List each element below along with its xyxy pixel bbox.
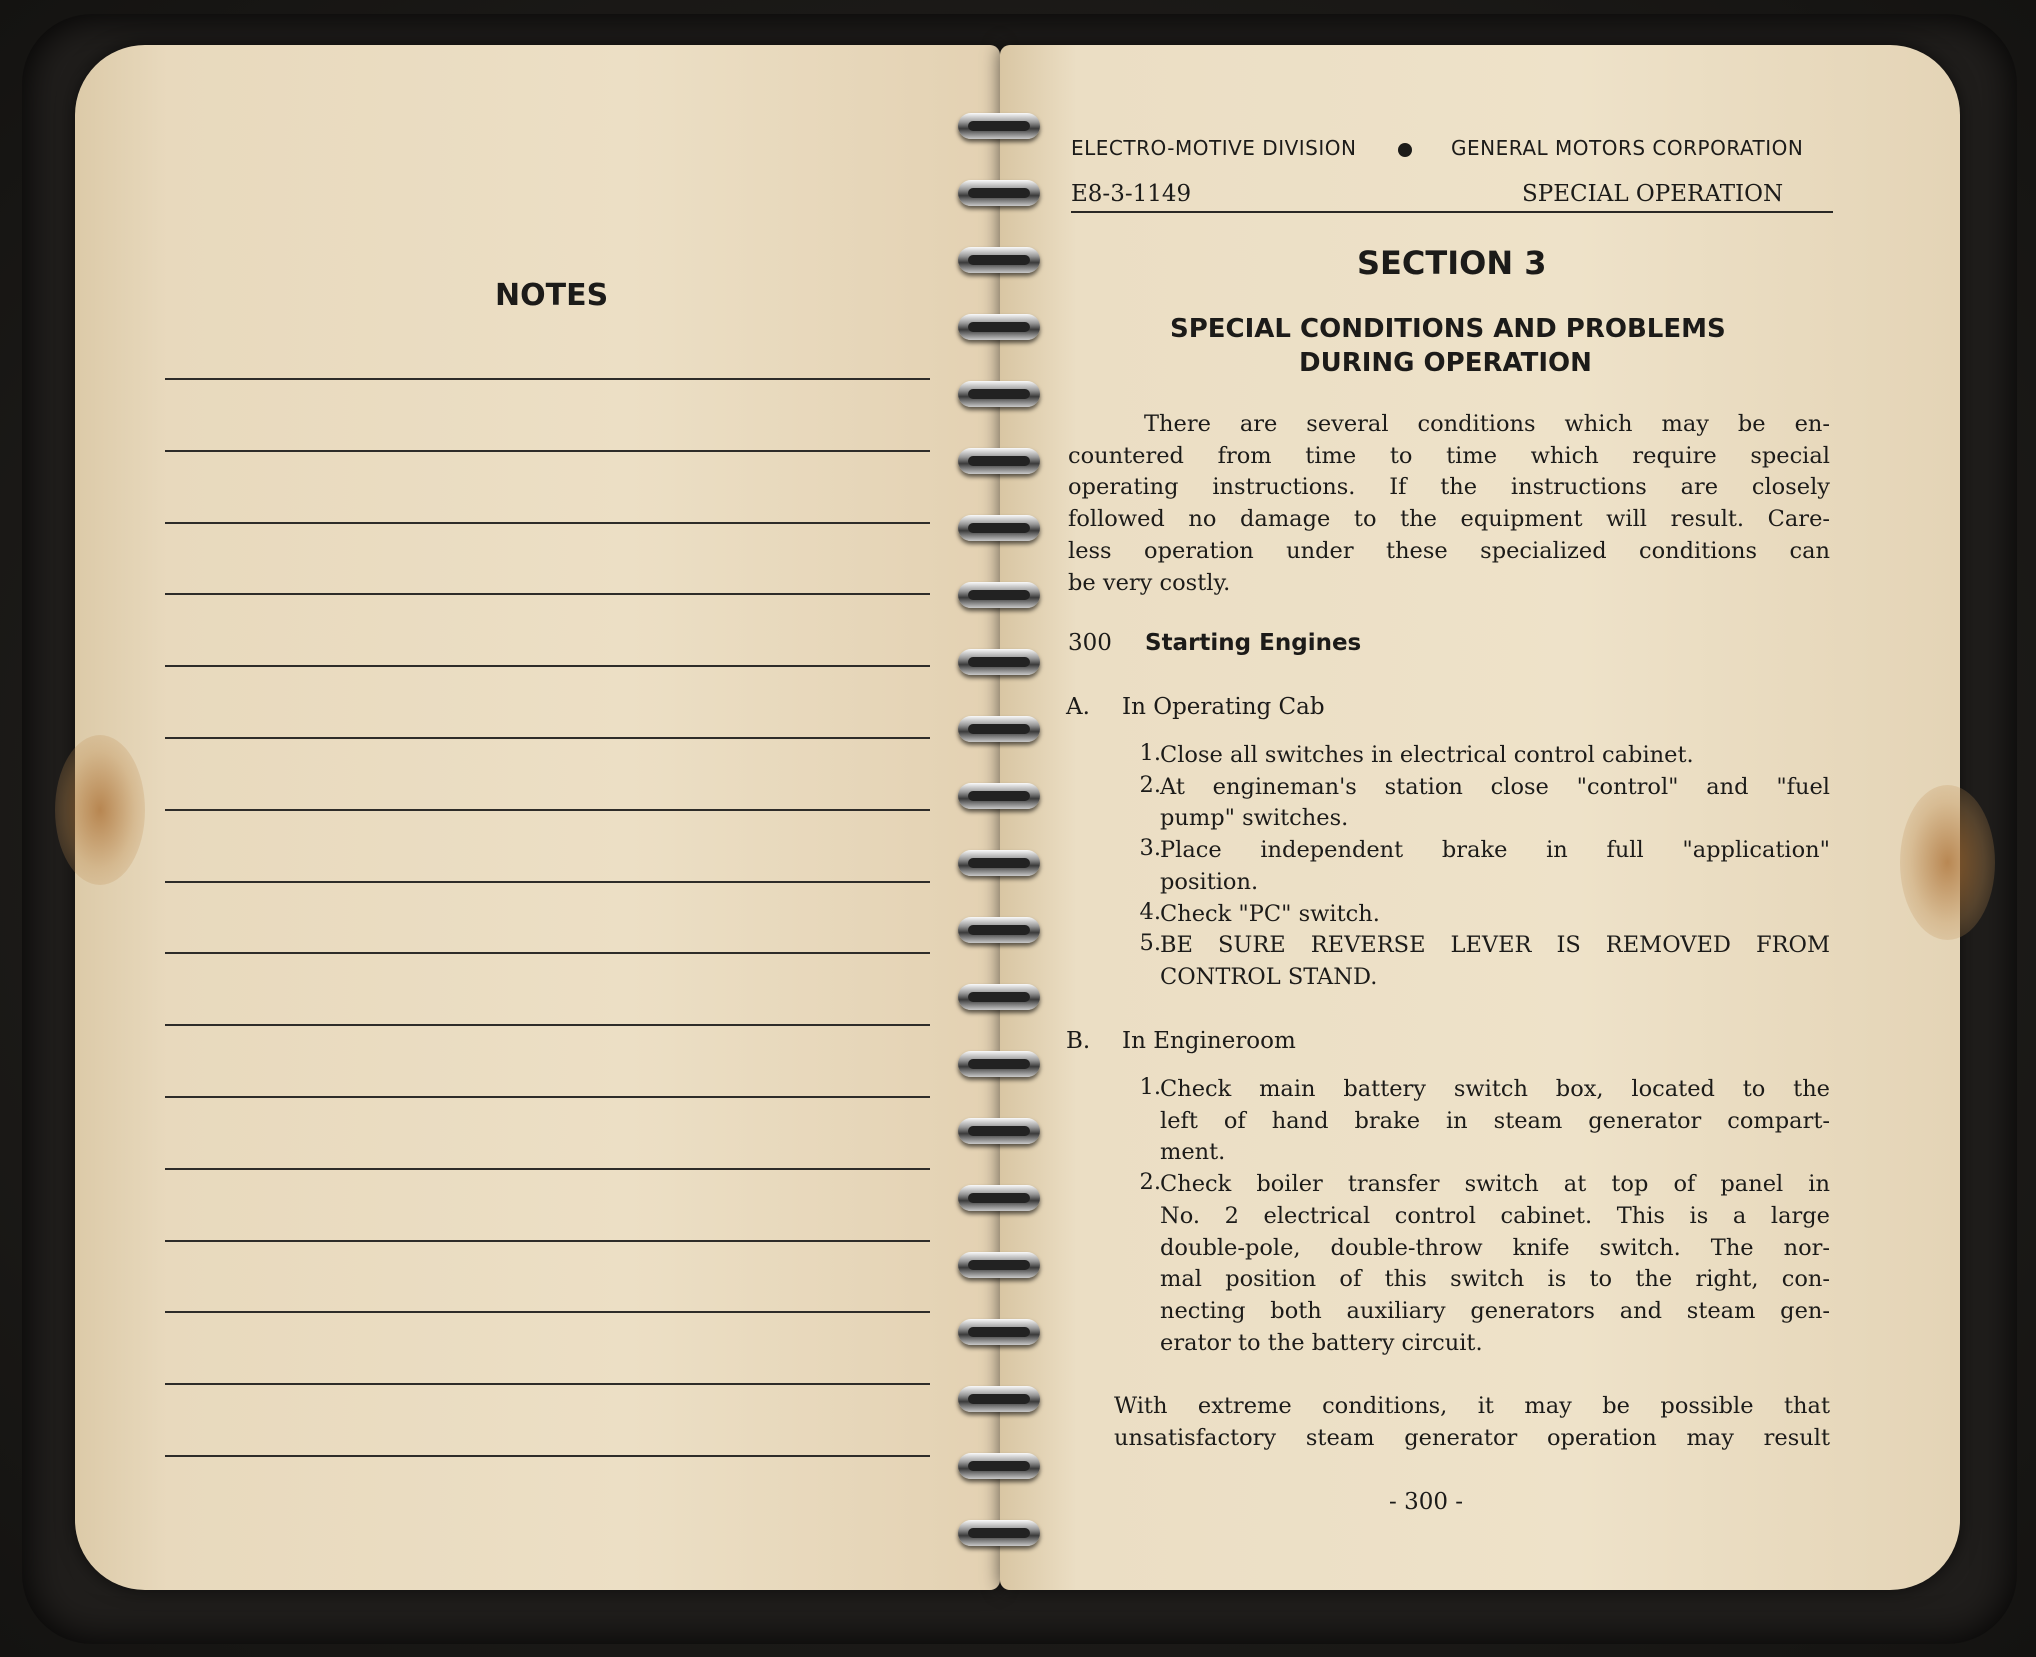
page-number: - 300 - xyxy=(1389,1489,1464,1515)
spiral-ring xyxy=(958,113,1040,139)
spiral-ring xyxy=(958,381,1040,407)
spiral-ring xyxy=(958,247,1040,273)
step-line: At engineman's station close "control" and "fuel xyxy=(1160,773,1830,800)
step-text xyxy=(1160,1074,1830,1169)
spiral-ring xyxy=(958,716,1040,742)
subsection-a-letter: A. xyxy=(1066,694,1090,720)
spiral-ring xyxy=(958,1319,1040,1345)
intro-line: countered from time to time which require special xyxy=(1068,442,1830,469)
note-line xyxy=(165,1383,930,1385)
subsection-b-letter: B. xyxy=(1066,1028,1091,1054)
note-line xyxy=(165,1311,930,1313)
spiral-ring xyxy=(958,1520,1040,1546)
spiral-ring xyxy=(958,783,1040,809)
step-number: 1. xyxy=(1139,1074,1161,1100)
spiral-ring xyxy=(958,984,1040,1010)
intro-line: less operation under these specialized conditions can xyxy=(1068,537,1830,564)
section-subtitle-line-2: DURING OPERATION xyxy=(1299,348,1592,378)
spiral-ring xyxy=(958,1453,1040,1479)
step-line: Check boiler transfer switch at top of panel in xyxy=(1160,1171,1830,1198)
note-line xyxy=(165,450,930,452)
spiral-ring xyxy=(958,649,1040,675)
header-rule xyxy=(1071,211,1833,213)
paragraph-title: Starting Engines xyxy=(1145,630,1362,656)
spiral-ring xyxy=(958,180,1040,206)
step-number: 2. xyxy=(1139,1169,1161,1196)
paragraph-number: 300 xyxy=(1068,630,1112,656)
note-line xyxy=(165,1168,930,1170)
spiral-ring xyxy=(958,515,1040,541)
spiral-ring xyxy=(958,1252,1040,1278)
spiral-ring xyxy=(958,448,1040,474)
closing-line: With extreme conditions, it may be possible that xyxy=(1114,1393,1830,1419)
water-stain xyxy=(1900,785,1995,940)
step-line: left of hand brake in steam generator compart- xyxy=(1160,1107,1830,1134)
step-text xyxy=(1160,930,1830,993)
step-line: No. 2 electrical control cabinet. This is a large xyxy=(1160,1202,1830,1229)
step-number: 2. xyxy=(1139,771,1161,798)
subsection-b-title: In Engineroom xyxy=(1122,1028,1296,1054)
step-line: necting both auxiliary generators and steam gen- xyxy=(1160,1297,1830,1324)
step-line: Place independent brake in full "application" xyxy=(1160,837,1830,864)
spiral-ring xyxy=(958,1185,1040,1211)
spiral-ring xyxy=(958,1051,1040,1077)
step-number: 1. xyxy=(1139,740,1161,766)
step-line: mal position of this switch is to the right, con- xyxy=(1160,1266,1830,1293)
spiral-ring xyxy=(958,850,1040,876)
note-line xyxy=(165,1455,930,1457)
step-line: double-pole, double-throw knife switch. The nor- xyxy=(1160,1234,1830,1261)
step-text xyxy=(1160,835,1830,898)
step-line: BE SURE REVERSE LEVER IS REMOVED FROM xyxy=(1160,932,1830,959)
step-text xyxy=(1160,1169,1830,1359)
running-head-division: ELECTRO-MOTIVE DIVISION xyxy=(1071,136,1357,160)
step-text xyxy=(1160,772,1830,835)
intro-line: operating instructions. If the instructions are closely xyxy=(1068,474,1830,501)
water-stain xyxy=(55,735,145,885)
note-line xyxy=(165,809,930,811)
running-head-bullet xyxy=(1398,143,1412,157)
document-title: SPECIAL OPERATION xyxy=(1522,181,1784,207)
note-line xyxy=(165,522,930,524)
intro-line: be very costly. xyxy=(1068,569,1231,596)
note-line xyxy=(165,881,930,883)
step-number: 4. xyxy=(1139,898,1161,925)
spiral-ring xyxy=(958,314,1040,340)
running-head-corporation: GENERAL MOTORS CORPORATION xyxy=(1451,136,1804,160)
step-text xyxy=(1160,740,1830,772)
step-line: position. xyxy=(1160,868,1259,895)
step-line: CONTROL STAND. xyxy=(1160,963,1378,990)
closing-line: unsatisfactory steam generator operation may result xyxy=(1114,1424,1830,1451)
section-title: SECTION 3 xyxy=(1357,244,1547,282)
note-line xyxy=(165,737,930,739)
step-line: pump" switches. xyxy=(1160,805,1349,832)
spiral-ring xyxy=(958,1386,1040,1412)
step-line: ment. xyxy=(1160,1139,1226,1166)
note-line xyxy=(165,1240,930,1242)
subsection-a-title: In Operating Cab xyxy=(1122,694,1325,720)
spiral-ring xyxy=(958,582,1040,608)
note-line xyxy=(165,952,930,954)
left-page-notes xyxy=(75,45,1000,1590)
note-line xyxy=(165,378,930,380)
step-line: erator to the battery circuit. xyxy=(1160,1329,1483,1356)
step-line: Check "PC" switch. xyxy=(1160,900,1380,927)
intro-line: followed no damage to the equipment will result. Care- xyxy=(1068,506,1830,533)
step-text xyxy=(1160,899,1830,931)
closing-paragraph xyxy=(1114,1391,1830,1454)
step-line: Check main battery switch box, located to the xyxy=(1160,1076,1830,1102)
note-line xyxy=(165,1096,930,1098)
section-subtitle-line-1: SPECIAL CONDITIONS AND PROBLEMS xyxy=(1170,314,1726,344)
spiral-ring xyxy=(958,1118,1040,1144)
intro-line: There are several conditions which may be en- xyxy=(1144,411,1830,437)
step-line: Close all switches in electrical control cabinet. xyxy=(1160,742,1694,768)
notes-heading: NOTES xyxy=(495,278,609,313)
note-line xyxy=(165,1024,930,1026)
step-number: 3. xyxy=(1139,835,1161,862)
spiral-ring xyxy=(958,917,1040,943)
note-line xyxy=(165,665,930,667)
intro-paragraph xyxy=(1068,409,1830,599)
note-line xyxy=(165,593,930,595)
step-number: 5. xyxy=(1139,930,1161,957)
document-number: E8-3-1149 xyxy=(1071,181,1192,207)
